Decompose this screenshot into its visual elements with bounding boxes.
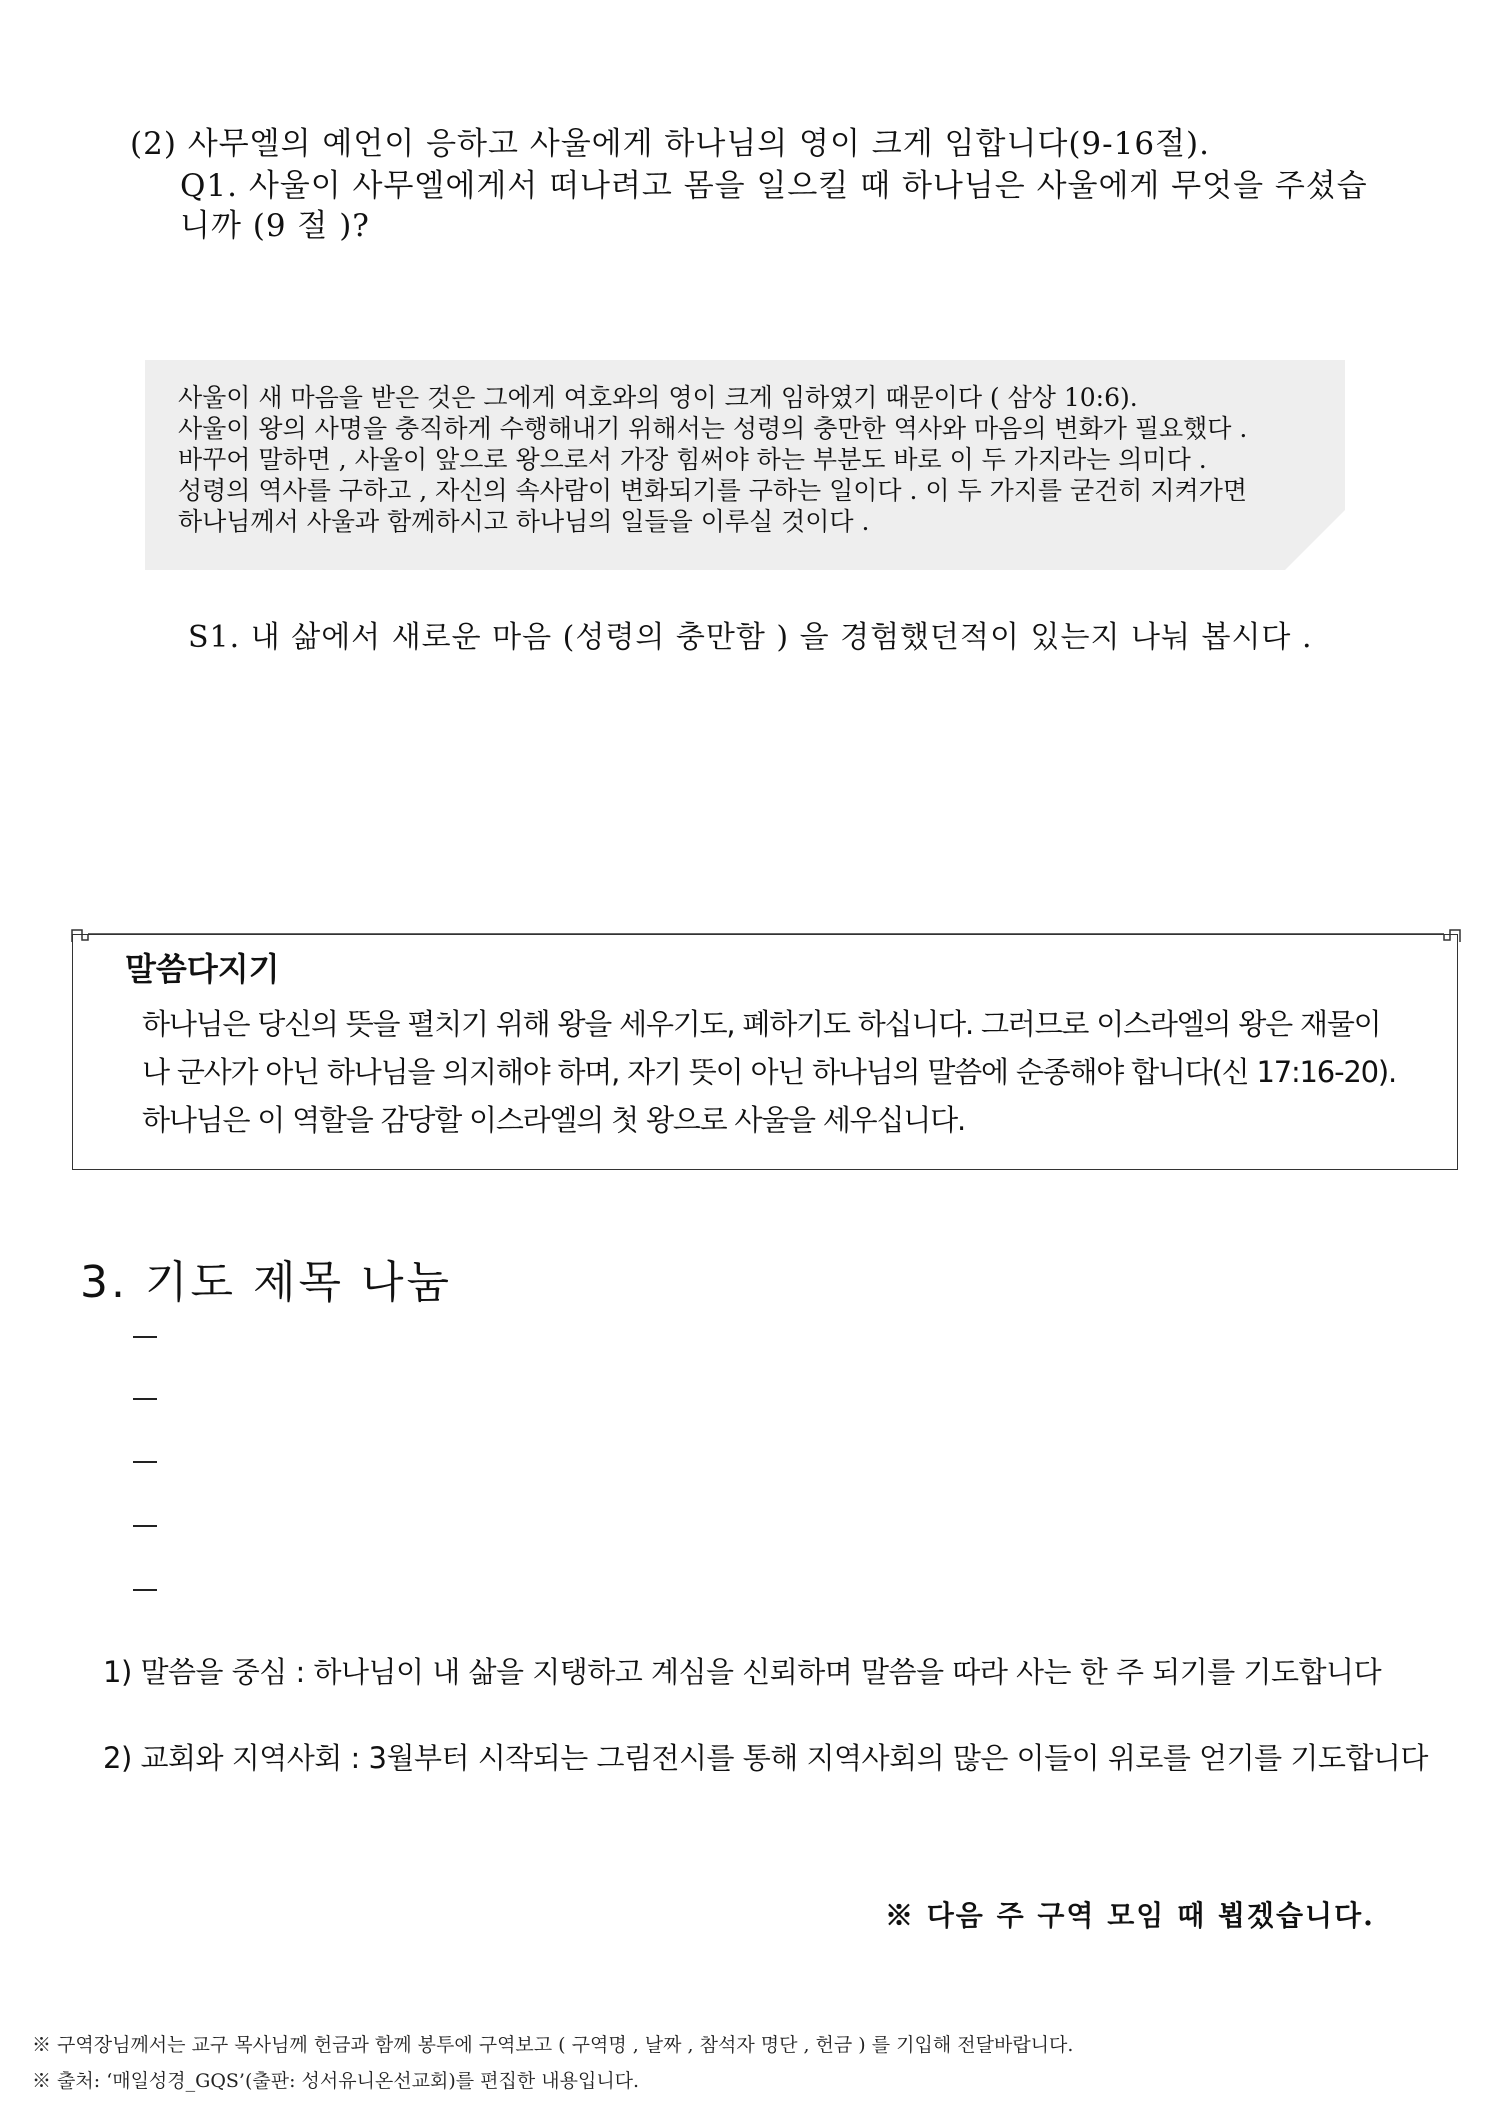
word-body <box>142 1000 1442 1144</box>
question-q1: Q1. 사울이 사무엘에게서 떠나려고 몸을 일으킬 때 하나님은 사울에게 무엇을 주셨습니까 (9 절 )? <box>180 168 1368 244</box>
word-box-ornament <box>70 926 1462 946</box>
commentary-line: 성령의 역사를 구하고 , 자신의 속사람이 변화되기를 구하는 일이다 . 이 두 가지를 굳건히 지켜가면 <box>178 476 1248 505</box>
commentary-line: 사울이 왕의 사명을 충직하게 수행해내기 위해서는 성령의 충만한 역사와 마음의 변화가 필요했다 . <box>178 414 1248 443</box>
commentary-line: 하나님께서 사울과 함께하시고 하나님의 일들을 이루실 것이다 . <box>178 507 870 536</box>
prayer-blank-line <box>133 1398 157 1400</box>
word-title: 말씀다지기 <box>125 950 280 988</box>
prayer-item: 1) 말씀을 중심 : 하나님이 내 삶을 지탱하고 계심을 신뢰하며 말씀을 따라 사는 한 주 되기를 기도합니다 <box>103 1655 1382 1689</box>
prayer-blank-line <box>133 1336 157 1338</box>
share-question-s1: S1. 내 삶에서 새로운 마음 (성령의 충만함 ) 을 경험했던적이 있는지 나눠 봅시다 . <box>188 620 1313 655</box>
prayer-blank-line <box>133 1461 157 1463</box>
footnote: ※ 출처: ‘매일성경_GQS’(출판: 성서유니온선교회)를 편집한 내용입니다. <box>32 2070 640 2092</box>
commentary-line: 바꾸어 말하면 , 사울이 앞으로 왕으로서 가장 힘써야 하는 부분도 바로 이 두 가지라는 의미다 . <box>178 445 1207 474</box>
word-line: 나 군사가 아닌 하나님을 의지해야 하며, 자기 뜻이 아닌 하나님의 말씀에 순종해야 합니다(신 17:16-20). <box>142 1055 1396 1089</box>
footnote: ※ 구역장님께서는 교구 목사님께 헌금과 함께 봉투에 구역보고 ( 구역명 , 날짜 , 참석자 명단 , 헌금 ) 를 기입해 전달바랍니다. <box>32 2034 1074 2056</box>
closing-note: ※ 다음 주 구역 모임 때 뵙겠습니다. <box>885 1899 1375 1932</box>
section-heading: (2) 사무엘의 예언이 응하고 사울에게 하나님의 영이 크게 임합니다(9-16절). <box>130 126 1210 162</box>
prayer-item: 2) 교회와 지역사회 : 3월부터 시작되는 그림전시를 통해 지역사회의 많은 이들이 위로를 얻기를 기도합니다 <box>103 1741 1428 1775</box>
prayer-blank-line <box>133 1589 157 1591</box>
prayer-title: 3. 기도 제목 나눔 <box>80 1257 452 1308</box>
commentary-line: 사울이 새 마음을 받은 것은 그에게 여호와의 영이 크게 임하였기 때문이다 ( 삼상 10:6). <box>178 383 1138 412</box>
word-line: 하나님은 이 역할을 감당할 이스라엘의 첫 왕으로 사울을 세우십니다. <box>142 1103 965 1137</box>
word-line: 하나님은 당신의 뜻을 펼치기 위해 왕을 세우기도, 폐하기도 하십니다. 그러므로 이스라엘의 왕은 재물이 <box>142 1007 1381 1041</box>
commentary-text <box>178 382 1348 537</box>
prayer-blank-line <box>133 1525 157 1527</box>
